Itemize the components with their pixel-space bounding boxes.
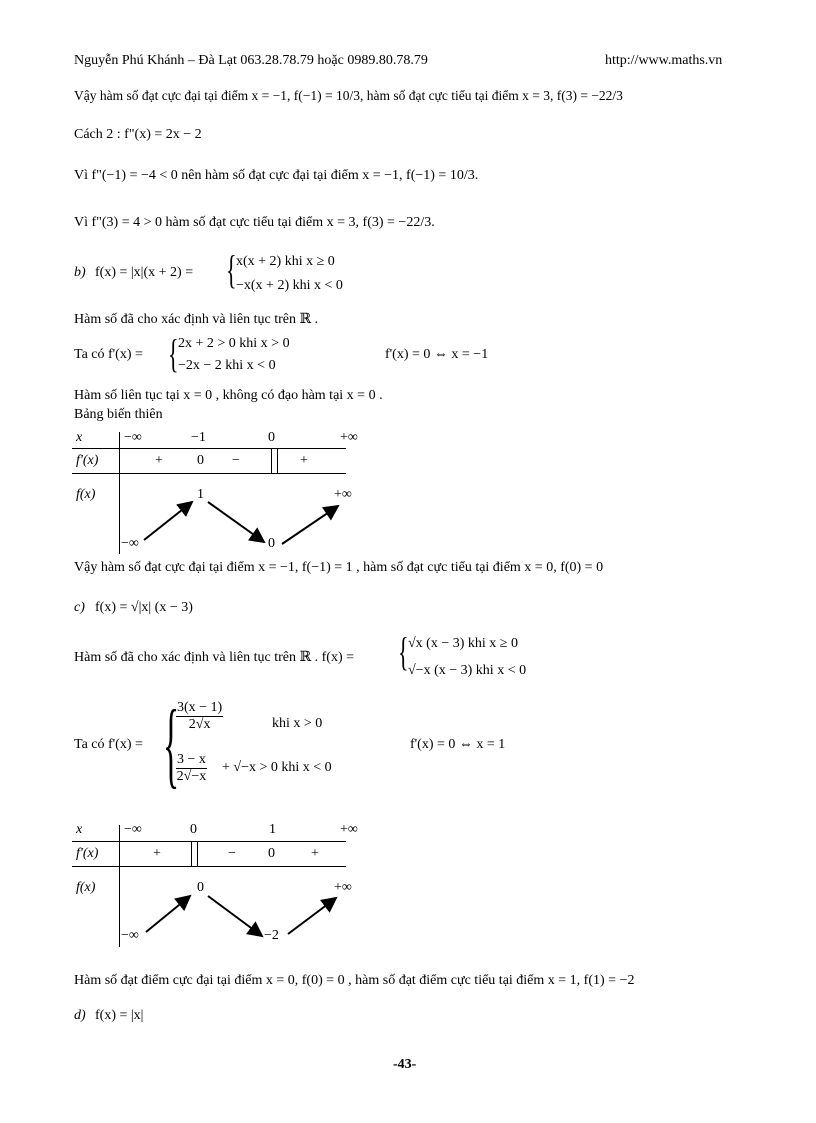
- table-c-f-value: −2: [264, 928, 279, 943]
- part-a-line2: Vì f"(3) = 4 > 0 hàm số đạt cực tiểu tại điểm x = 3, f(3) = −22/3.: [74, 215, 435, 230]
- part-c-derivative-brace: {: [163, 690, 180, 797]
- part-b-table-title: Bảng biến thiên: [74, 407, 163, 422]
- part-b-derivative-case1: 2x + 2 > 0 khi x > 0: [178, 336, 290, 351]
- table-c-arrow-up: [288, 898, 336, 934]
- table-b-x-value: −∞: [124, 430, 142, 445]
- part-b-derivative-case2: −2x − 2 khi x < 0: [178, 358, 276, 373]
- part-c-case1: √x (x − 3) khi x ≥ 0: [408, 636, 518, 651]
- part-c-derivative-intro: Ta có f'(x) =: [74, 737, 143, 752]
- table-b-x-value: −1: [191, 430, 206, 445]
- frac-c2-num: 3 − x: [176, 752, 207, 769]
- table-b-f-value: −∞: [121, 536, 139, 551]
- part-b-case2: −x(x + 2) khi x < 0: [236, 278, 343, 293]
- part-d-function: f(x) = |x|: [95, 1008, 144, 1023]
- part-b-case1: x(x + 2) khi x ≥ 0: [236, 254, 335, 269]
- part-c-conclusion: Hàm số đạt điểm cực đại tại điểm x = 0, f(0) = 0 , hàm số đạt điểm cực tiểu tại điểm x = 1, f(1) = −2: [74, 973, 635, 988]
- table-c-f-value: +∞: [334, 880, 352, 895]
- header-website[interactable]: http://www.maths.vn: [605, 53, 723, 68]
- part-b-root: f'(x) = 0 ⇔ x = −1: [385, 347, 489, 362]
- table-c-x-value: −∞: [124, 822, 142, 837]
- table-b-f-value: 1: [197, 487, 204, 502]
- table-b-fp-sign: −: [232, 453, 240, 468]
- part-b-function: f(x) = |x|(x + 2) =: [95, 265, 194, 280]
- table-c-arrow-up: [146, 896, 190, 932]
- part-b-derivative-brace: {: [168, 331, 179, 376]
- part-c-brace: {: [398, 629, 409, 674]
- table-b-f-value: 0: [268, 536, 275, 551]
- table-b-fp-sign: +: [300, 453, 308, 468]
- table-c-fp-sign: −: [228, 846, 236, 861]
- table-b-fp-sign: 0: [197, 453, 204, 468]
- table-c-x-value: 1: [269, 822, 276, 837]
- table-c-fp-sign: +: [311, 846, 319, 861]
- table-c-x-value: +∞: [340, 822, 358, 837]
- table-c-f-value: 0: [197, 880, 204, 895]
- frac-c1-num: 3(x − 1): [176, 700, 223, 717]
- part-b-domain: Hàm số đã cho xác định và liên tục trên ℝ .: [74, 312, 319, 327]
- part-a-conclusion: Vậy hàm số đạt cực đại tại điểm x = −1, f(−1) = 10/3, hàm số đạt cực tiểu tại điểm x = 3, f(3) = −22/3: [74, 88, 623, 103]
- part-c-root: f'(x) = 0 ⇔ x = 1: [410, 737, 506, 752]
- part-d-label: d): [74, 1008, 86, 1023]
- table-b-fp-label: f'(x): [76, 453, 99, 468]
- part-c-case2: √−x (x − 3) khi x < 0: [408, 663, 527, 678]
- part-b-conclusion: Vậy hàm số đạt cực đại tại điểm x = −1, f(−1) = 1 , hàm số đạt cực tiểu tại điểm x = 0, f(0) = 0: [74, 560, 604, 575]
- part-b-derivative-intro: Ta có f'(x) =: [74, 347, 143, 362]
- table-c-x-label: x: [76, 822, 83, 837]
- table-c-x-value: 0: [190, 822, 197, 837]
- part-b-continuity: Hàm số liên tục tại x = 0 , không có đạo hàm tại x = 0 .: [74, 388, 383, 403]
- part-a-line1: Vì f"(−1) = −4 < 0 nên hàm số đạt cực đại tại điểm x = −1, f(−1) = 10/3.: [74, 168, 479, 183]
- table-b-fp-sign: +: [155, 453, 163, 468]
- table-c-fp-label: f'(x): [76, 846, 99, 861]
- table-b-x-value: 0: [268, 430, 275, 445]
- table-c-fp-sign: 0: [268, 846, 275, 861]
- part-b-label: b): [74, 265, 86, 280]
- part-c-derivative-rest2: + √−x > 0 khi x < 0: [222, 760, 332, 775]
- part-a-method2: Cách 2 : f"(x) = 2x − 2: [74, 127, 202, 142]
- table-c-arrow-down: [208, 896, 262, 936]
- table-c-fp-sign: +: [153, 846, 161, 861]
- part-c-derivative-cond1: khi x > 0: [272, 716, 323, 731]
- table-b-x-label: x: [76, 430, 83, 445]
- frac-c2-den: 2√−x: [176, 769, 207, 785]
- table-b-f-label: f(x): [76, 487, 96, 502]
- frac-c1-den: 2√x: [188, 717, 211, 733]
- page-number: -43-: [393, 1057, 417, 1072]
- part-c-function: f(x) = √|x| (x − 3): [95, 600, 193, 615]
- table-b-x-value: +∞: [340, 430, 358, 445]
- header-author: Nguyễn Phú Khánh – Đà Lạt 063.28.78.79 hoặc 0989.80.78.79: [74, 53, 428, 68]
- table-c-f-label: f(x): [76, 880, 96, 895]
- part-c-label: c): [74, 600, 85, 615]
- part-b-brace: {: [226, 247, 237, 292]
- part-c-domain: Hàm số đã cho xác định và liên tục trên ℝ . f(x) =: [74, 650, 354, 665]
- table-b-f-value: +∞: [334, 487, 352, 502]
- table-c-f-value: −∞: [121, 928, 139, 943]
